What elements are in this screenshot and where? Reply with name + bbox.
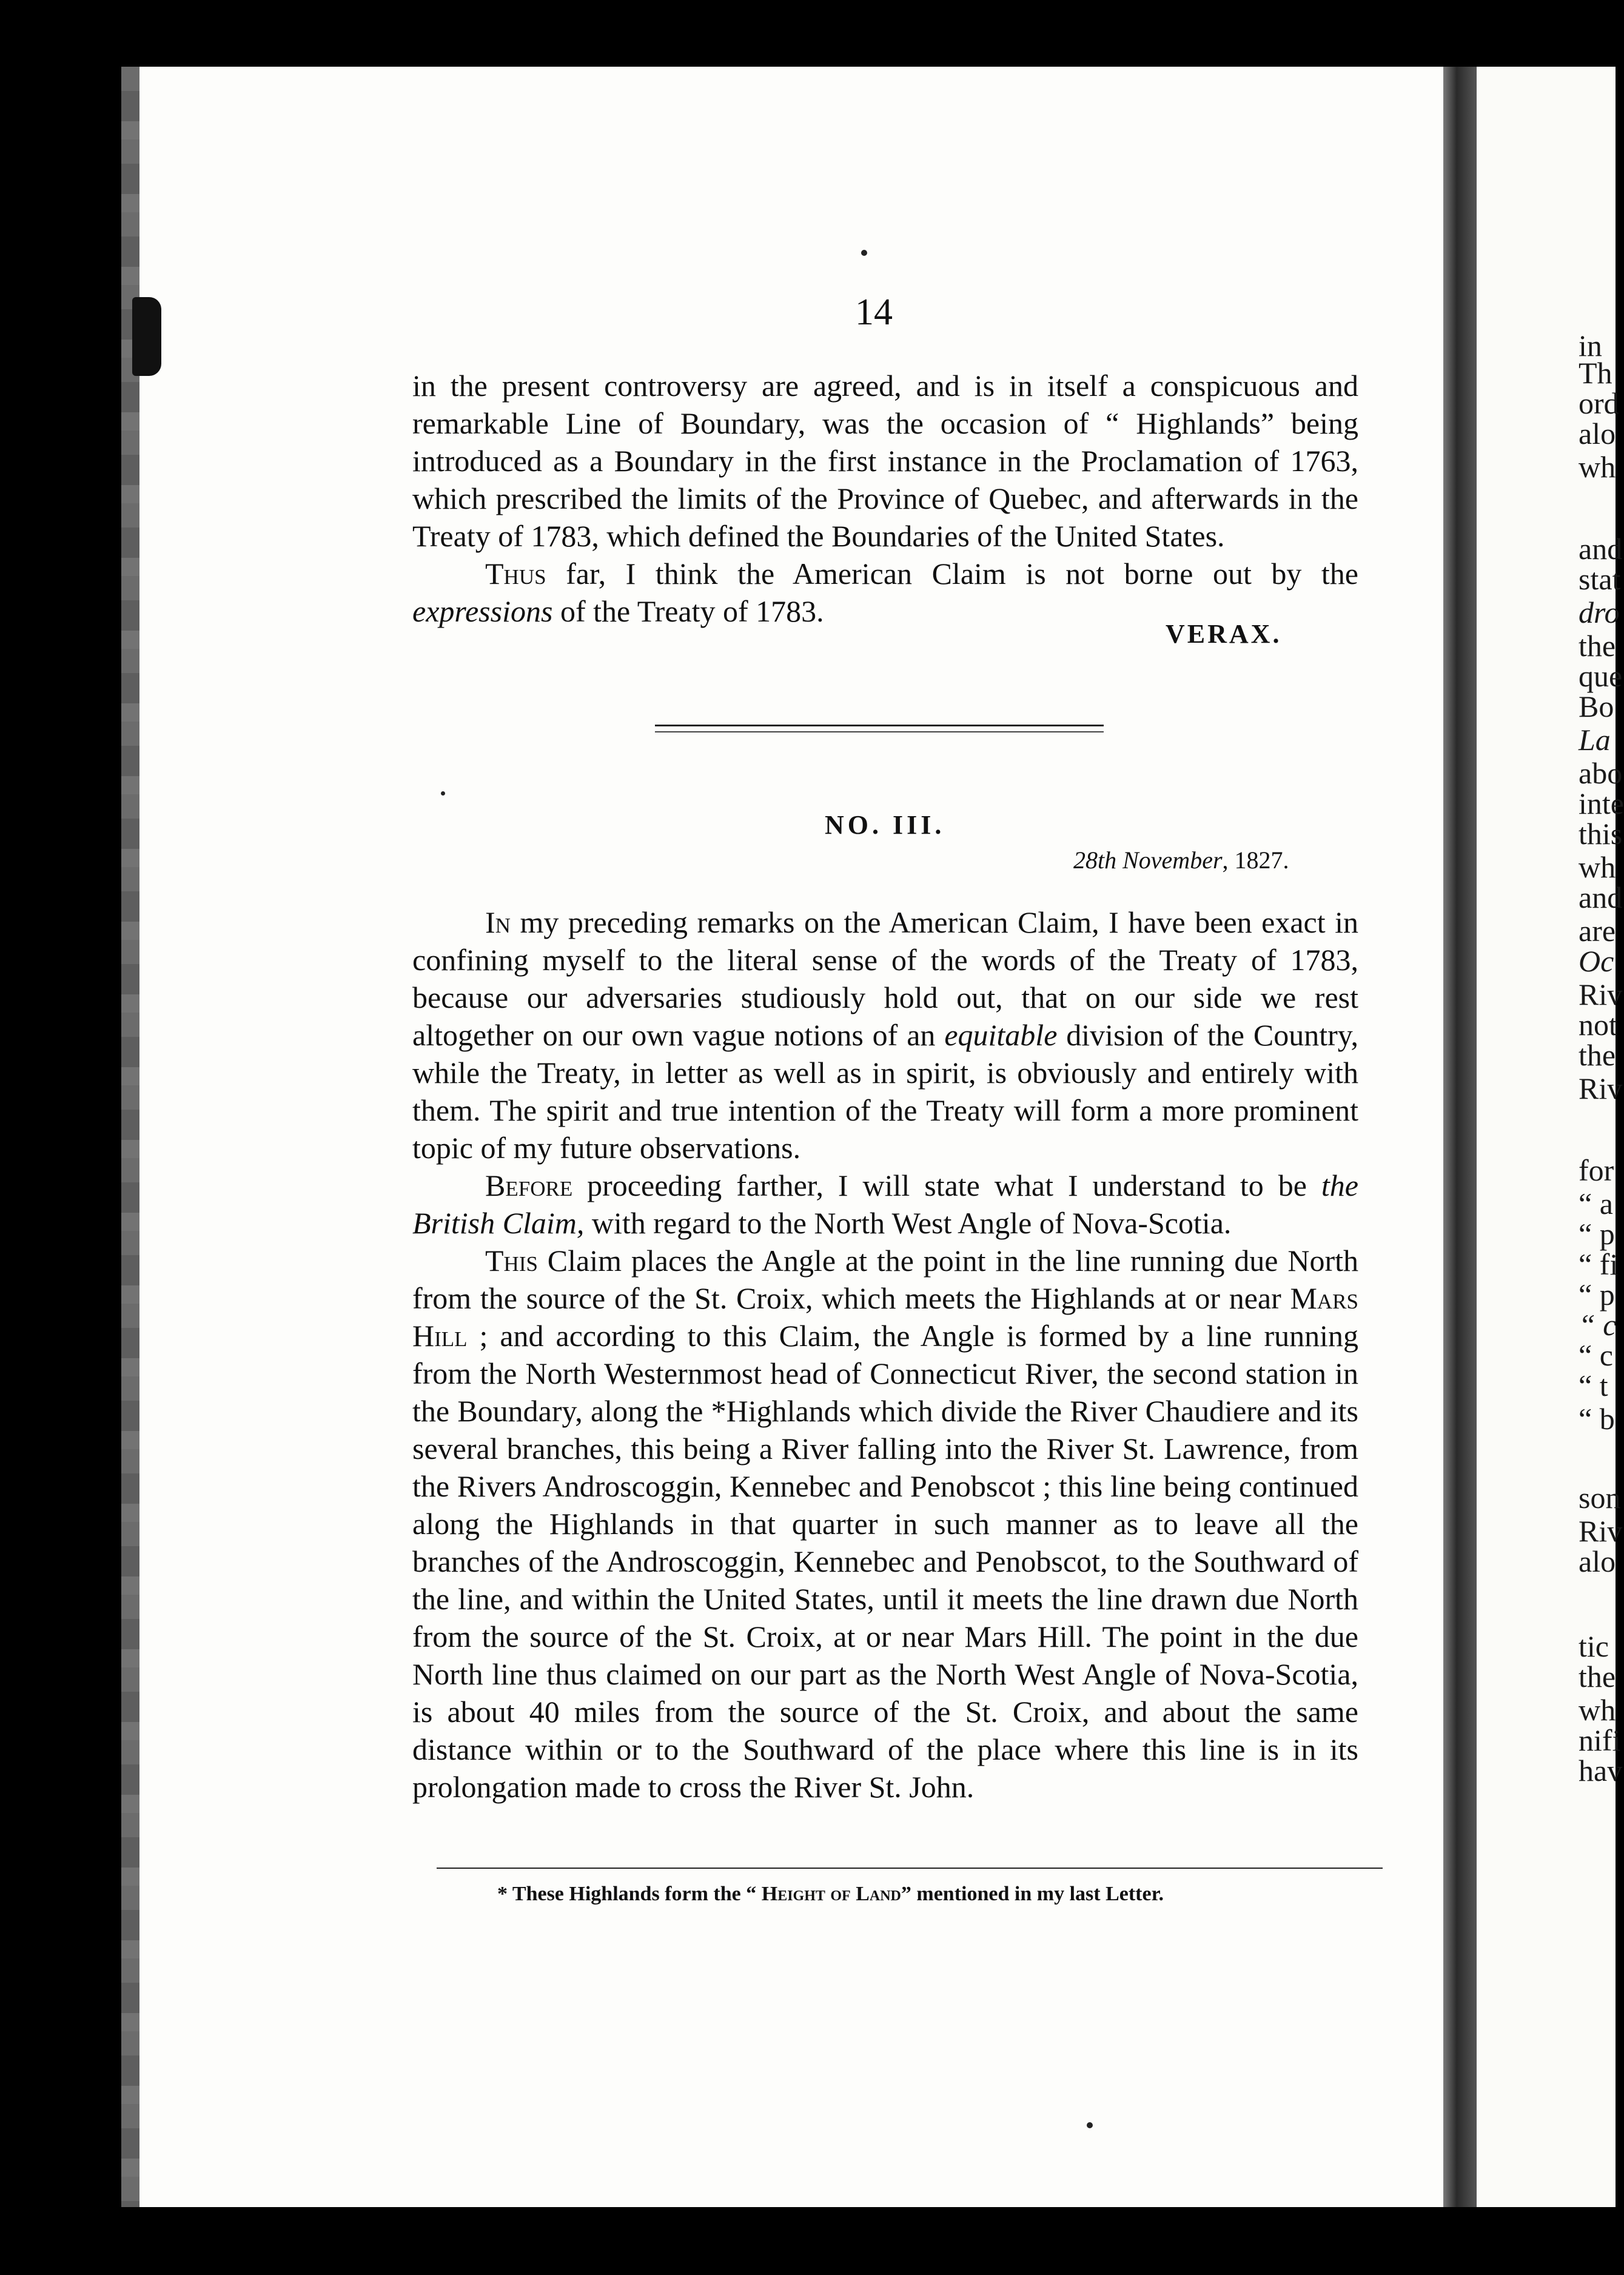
text: far, I think the American Claim is not borne out by the [546,557,1358,591]
text: * These Highlands form the “ [497,1883,762,1905]
facing-page-fragment: Riv [1579,1514,1623,1548]
facing-page-fragment: “ p [1579,1278,1615,1312]
facing-page-fragment: tic [1579,1629,1609,1663]
facing-page-fragment: wh [1579,1693,1616,1727]
paragraph-3 [412,1242,1358,1806]
page-number: 14 [855,292,893,333]
text: with regard to the North West Angle of Nova-Scotia. [584,1206,1232,1240]
date-day: 28th November [1073,846,1223,874]
letter-body [412,903,1358,1806]
lead-word: In [485,905,511,939]
facing-page-fragment: Riv [1579,977,1623,1011]
lead-word: This [485,1244,538,1278]
facing-page-fragment: the [1579,1660,1616,1694]
facing-page-fragment: alo [1579,417,1616,451]
facing-page-fragment: stat [1579,562,1621,596]
facing-page-fragment: La [1579,723,1611,757]
signature: VERAX. [1166,619,1282,649]
ink-speck [441,791,445,796]
facing-page-fragment: and [1579,532,1623,566]
facing-page-fragment: the [1579,1038,1616,1072]
footnote [497,1883,1164,1906]
paragraph-1 [412,903,1358,1167]
facing-page-fragment: nifi [1579,1723,1621,1757]
facing-page-fragment: the [1579,629,1616,663]
text: division of the Country, while the Treaty, in letter as well as in spirit, is obviously and entirely with them. The spirit and true intention of the Treaty will form a more prominent topic of my future observations. [412,1018,1358,1165]
emphasis: equitable [944,1018,1058,1052]
facing-page-fragment: and [1579,880,1623,914]
facing-page-fragment: abo [1579,756,1623,790]
ink-speck [1087,2122,1093,2128]
continued-paragraph: in the present controversy are agreed, and is in itself a conspicuous and remarkable Line of Boundary, was the occasion of “ Highlands” being introduced as a Boundary in the first instance in the Proclamation of 1763, which prescribed the limits of the Province of Quebec, and afterwards in the Treaty of 1783, which defined the Boundaries of the United States. [412,369,1358,553]
facing-page-fragment: for [1579,1153,1614,1187]
ink-speck [861,250,867,256]
date-year: , 1827. [1222,846,1289,874]
facing-page-edge [1477,67,1624,2207]
facing-page-fragment: ord [1579,386,1619,420]
continued-text-block [412,367,1358,630]
facing-page-fragment: “ c [1579,1308,1617,1342]
facing-page-fragment: “ fi [1579,1247,1619,1281]
lead-word: Before [485,1168,573,1202]
facing-page-fragment: hav [1579,1754,1623,1788]
facing-page-fragment: dro [1579,595,1620,629]
text: of the Treaty of 1783. [552,594,824,628]
text: Claim places the Angle at the point in the line running due North from the source of the St. Croix, which meets the Highlands at or near [412,1244,1358,1315]
facing-page-fragment: “ a [1579,1187,1613,1221]
page-tab-mark [132,297,161,376]
small-caps-term: Height of Land [761,1883,901,1905]
letter-date [1073,846,1289,874]
facing-page-fragment: “ b [1579,1402,1615,1436]
text: proceeding farther, I will state what I understand to be [572,1168,1321,1202]
facing-page-fragment: Oc [1579,944,1614,978]
place-name: Mars Hill [412,1281,1358,1353]
facing-page-fragment: Th [1579,356,1612,390]
facing-page-fragment: “ c [1579,1338,1613,1372]
facing-page-fragment: “ p [1579,1217,1615,1251]
facing-page-fragment: wh [1579,850,1616,884]
emphasis: the British Claim, [412,1168,1358,1240]
section-heading: NO. III. [825,810,945,840]
facing-page-fragment: are [1579,914,1616,948]
facing-page-fragment: in [1579,329,1602,363]
facing-page-fragment: Riv [1579,1071,1623,1105]
facing-page-fragment: son [1579,1481,1621,1515]
facing-page-fragment: inte [1579,786,1624,820]
facing-page-fragment: Bo [1579,689,1614,723]
text: ” mentioned in my last Letter. [901,1883,1164,1905]
lead-word: Thus [485,557,546,591]
facing-page-fragment: wh [1579,450,1616,484]
footnote-rule [437,1868,1383,1869]
facing-page-fragment: alo [1579,1544,1616,1578]
section-divider [655,725,1104,732]
facing-page-fragment: not [1579,1008,1617,1042]
facing-page-fragment: que [1579,659,1623,693]
text: ; and according to this Claim, the Angle is formed by a line running from the North Westernmost head of Connecticut River, the second station in the Boundary, along the *Highlands which divide the River Chaudiere and its several branches, this being a River falling into the River St. Lawrence, from the Rivers Androscoggin, Kennebec and Penobscot ; this line being continued along the Highlands in that quarter in such manner as to leave all the branches of the Androscoggin, Kennebec and Penobscot, to the Southward of the line, and within the United States, until it meets the line drawn due North from the source of the St. Croix, at or near Mars Hill. The point in the due North line thus claimed on our part as the North West Angle of Nova-Scotia, is about 40 miles from the source of the St. Croix, and about the same distance within or to the Southward of the place where this line is in its prolongation made to cross the River St. John. [412,1319,1358,1804]
facing-page-fragment: this [1579,817,1623,851]
facing-page-fragment: “ t [1579,1369,1608,1402]
text: my preceding remarks on the American Claim, I have been exact in confining myself to the literal sense of the words of the Treaty of 1783, because our adversaries studiously hold out, that on our side we rest altogether on our own vague notions of an [412,905,1358,1052]
emphasis: expressions [412,594,553,628]
book-gutter [1443,67,1477,2207]
paragraph-2 [412,1167,1358,1242]
